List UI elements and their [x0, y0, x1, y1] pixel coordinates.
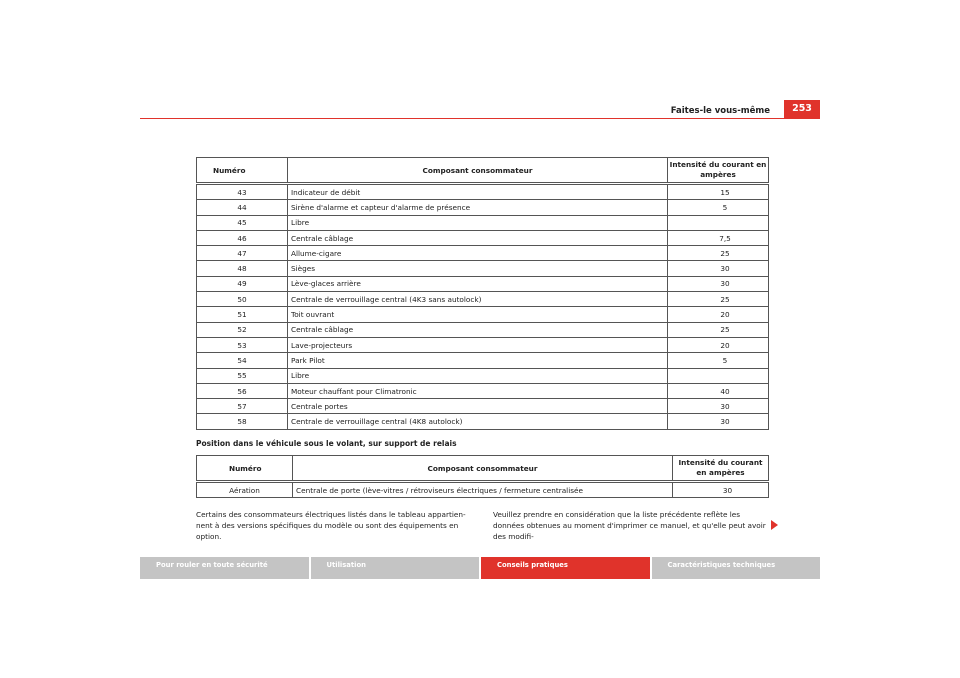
fuse-table [196, 157, 769, 430]
cell-number: 47 [197, 246, 288, 261]
cell-component: Centrale portes [288, 399, 668, 414]
table-row [197, 246, 769, 261]
table-row [197, 399, 769, 414]
section-title: Position dans le véhicule sous le volant, sur support de relais [196, 439, 457, 448]
cell-number: 48 [197, 261, 288, 276]
footer-tab-safety[interactable]: Pour rouler en toute sécurité [140, 557, 309, 579]
cell-number: 50 [197, 292, 288, 307]
table-row [197, 353, 769, 368]
table-row [197, 307, 769, 322]
cell-number: 44 [197, 200, 288, 215]
table-row [197, 482, 769, 498]
col-header-amperage: Intensité du courant en ampères [668, 158, 769, 184]
cell-component: Toit ouvrant [288, 307, 668, 322]
table-row [197, 337, 769, 352]
cell-component: Sirène d'alarme et capteur d'alarme de présence [288, 200, 668, 215]
header-title: Faites-le vous-même [670, 106, 770, 116]
cell-amperage: 30 [668, 276, 769, 291]
cell-amperage: 20 [668, 337, 769, 352]
table-row [197, 230, 769, 245]
note-paragraph-left: Certains des consommateurs électriques listés dans le tableau appartien-nent à des versions spécifiques du modèle ou sont des équipements en option. [196, 510, 466, 541]
table-row [197, 383, 769, 398]
table-row [197, 292, 769, 307]
table-row [197, 200, 769, 215]
cell-number: 55 [197, 368, 288, 383]
cell-number: 43 [197, 184, 288, 200]
col-header-number: Numéro [197, 158, 288, 184]
cell-component: Centrale câblage [288, 322, 668, 337]
fuse-table-body [197, 184, 769, 430]
cell-number: 57 [197, 399, 288, 414]
footer-tab-technical-specs[interactable]: Caractéristiques techniques [652, 557, 821, 579]
cell-number: 56 [197, 383, 288, 398]
cell-number: 53 [197, 337, 288, 352]
continue-arrow-icon [771, 520, 778, 530]
cell-component: Libre [288, 368, 668, 383]
footer-tab-practical-tips[interactable]: Conseils pratiques [481, 557, 650, 579]
cell-amperage: 7,5 [668, 230, 769, 245]
cell-component: Lève-glaces arrière [288, 276, 668, 291]
cell-amperage: 5 [668, 353, 769, 368]
cell-amperage: 30 [668, 414, 769, 429]
relay-table-body [197, 482, 769, 498]
cell-number: 45 [197, 215, 288, 230]
table-row [197, 368, 769, 383]
col-header-number: Numéro [197, 456, 293, 482]
note-paragraph-right: Veuillez prendre en considération que la liste précédente reflète les données obtenues au moment d'imprimer ce manuel, et qu'elle peut avoir des modifi- [493, 510, 766, 541]
cell-amperage [668, 368, 769, 383]
cell-number: 52 [197, 322, 288, 337]
cell-amperage: 25 [668, 322, 769, 337]
cell-number: 46 [197, 230, 288, 245]
cell-amperage: 15 [668, 184, 769, 200]
cell-component: Libre [288, 215, 668, 230]
cell-number: 58 [197, 414, 288, 429]
cell-component: Allume-cigare [288, 246, 668, 261]
cell-amperage: 30 [668, 261, 769, 276]
table-row [197, 184, 769, 200]
cell-number: 54 [197, 353, 288, 368]
col-header-component: Composant consommateur [293, 456, 673, 482]
table-row [197, 215, 769, 230]
cell-amperage: 30 [673, 482, 769, 498]
cell-component: Centrale de verrouillage central (4K8 autolock) [288, 414, 668, 429]
table-row [197, 261, 769, 276]
cell-component: Park Pilot [288, 353, 668, 368]
cell-component: Centrale de verrouillage central (4K3 sans autolock) [288, 292, 668, 307]
relay-table [196, 455, 769, 498]
table-row [197, 276, 769, 291]
cell-number: Aération [197, 482, 293, 498]
header-rule [140, 118, 820, 119]
cell-component: Sièges [288, 261, 668, 276]
cell-component: Indicateur de débit [288, 184, 668, 200]
page-number: 253 [784, 100, 820, 118]
cell-amperage: 40 [668, 383, 769, 398]
cell-amperage [668, 215, 769, 230]
cell-amperage: 30 [668, 399, 769, 414]
footer-nav [140, 557, 820, 579]
cell-component: Lave-projecteurs [288, 337, 668, 352]
cell-component: Centrale de porte (lève-vitres / rétroviseurs électriques / fermeture centralisée [293, 482, 673, 498]
cell-amperage: 5 [668, 200, 769, 215]
cell-number: 49 [197, 276, 288, 291]
cell-number: 51 [197, 307, 288, 322]
table-row [197, 414, 769, 429]
footer-tab-usage[interactable]: Utilisation [311, 557, 480, 579]
cell-amperage: 25 [668, 292, 769, 307]
col-header-amperage: Intensité du courant en ampères [673, 456, 769, 482]
cell-component: Centrale câblage [288, 230, 668, 245]
cell-amperage: 20 [668, 307, 769, 322]
col-header-component: Composant consommateur [288, 158, 668, 184]
cell-amperage: 25 [668, 246, 769, 261]
cell-component: Moteur chauffant pour Climatronic [288, 383, 668, 398]
table-row [197, 322, 769, 337]
